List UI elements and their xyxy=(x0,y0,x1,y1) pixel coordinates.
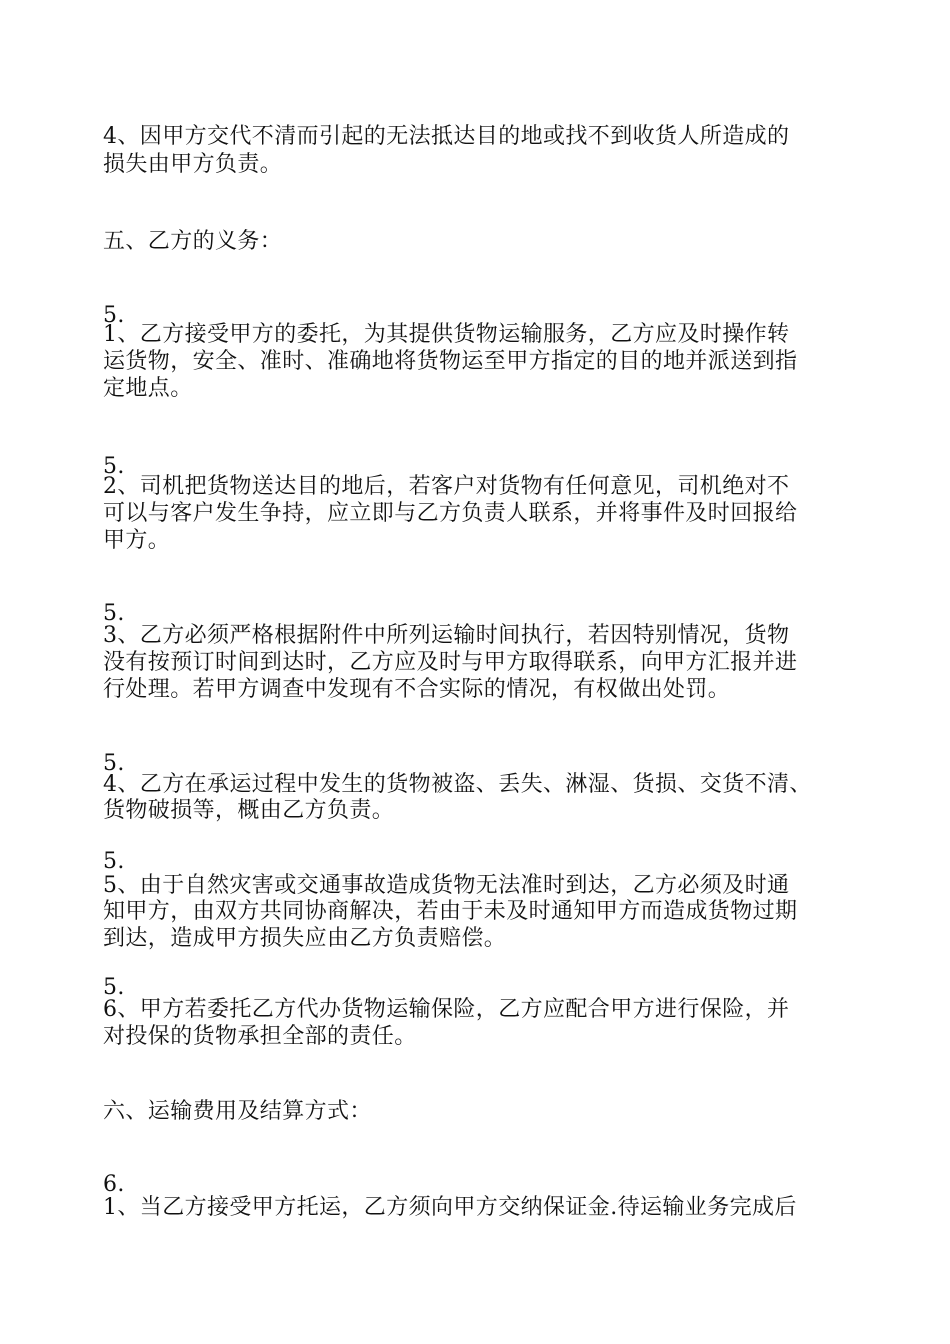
text-line: 到达，造成甲方损失应由乙方负责赔偿。 xyxy=(103,926,507,951)
text-line: 5、由于自然灾害或交通事故造成货物无法准时到达，乙方必须及时通 xyxy=(103,873,790,898)
clause-number: 5. xyxy=(103,303,125,328)
text-line: 2、司机把货物送达目的地后，若客户对货物有任何意见，司机绝对不 xyxy=(103,474,790,499)
text-line: 货物破损等，概由乙方负责。 xyxy=(103,798,395,823)
text-line: 对投保的货物承担全部的责任。 xyxy=(103,1024,417,1049)
text-line: 知甲方，由双方共同协商解决，若由于未及时通知甲方而造成货物过期 xyxy=(103,899,798,924)
clause-number: 5. xyxy=(103,975,125,1000)
text-line: 没有按预订时间到达时，乙方应及时与甲方取得联系，向甲方汇报并进 xyxy=(103,650,798,675)
clause-number: 6. xyxy=(103,1172,125,1197)
clause-number: 5. xyxy=(103,849,125,874)
text-line: 4、因甲方交代不清而引起的无法抵达目的地或找不到收货人所造成的 xyxy=(103,124,790,149)
text-line: 损失由甲方负责。 xyxy=(103,152,283,177)
text-line: 定地点。 xyxy=(103,376,193,401)
section-heading: 六、运输费用及结算方式： xyxy=(103,1099,372,1124)
clause-number: 5. xyxy=(103,454,125,479)
clause-number: 5. xyxy=(103,601,125,626)
clause-number: 5. xyxy=(103,751,125,776)
text-line: 1、当乙方接受甲方托运，乙方须向甲方交纳保证金.待运输业务完成后 xyxy=(103,1195,797,1220)
text-line: 甲方。 xyxy=(103,528,171,553)
section-heading: 五、乙方的义务： xyxy=(103,229,283,254)
text-line: 6、甲方若委托乙方代办货物运输保险，乙方应配合甲方进行保险，并 xyxy=(103,997,790,1022)
text-line: 1、乙方接受甲方的委托，为其提供货物运输服务，乙方应及时操作转 xyxy=(103,322,790,347)
text-line: 运货物，安全、准时、准确地将货物运至甲方指定的目的地并派送到指 xyxy=(103,349,798,374)
text-line: 3、乙方必须严格根据附件中所列运输时间执行，若因特别情况，货物 xyxy=(103,623,790,648)
text-line: 可以与客户发生争持，应立即与乙方负责人联系，并将事件及时回报给 xyxy=(103,501,798,526)
text-line: 4、乙方在承运过程中发生的货物被盗、丢失、淋湿、货损、交货不清、 xyxy=(103,772,812,797)
text-line: 行处理。若甲方调查中发现有不合实际的情况，有权做出处罚。 xyxy=(103,677,731,702)
